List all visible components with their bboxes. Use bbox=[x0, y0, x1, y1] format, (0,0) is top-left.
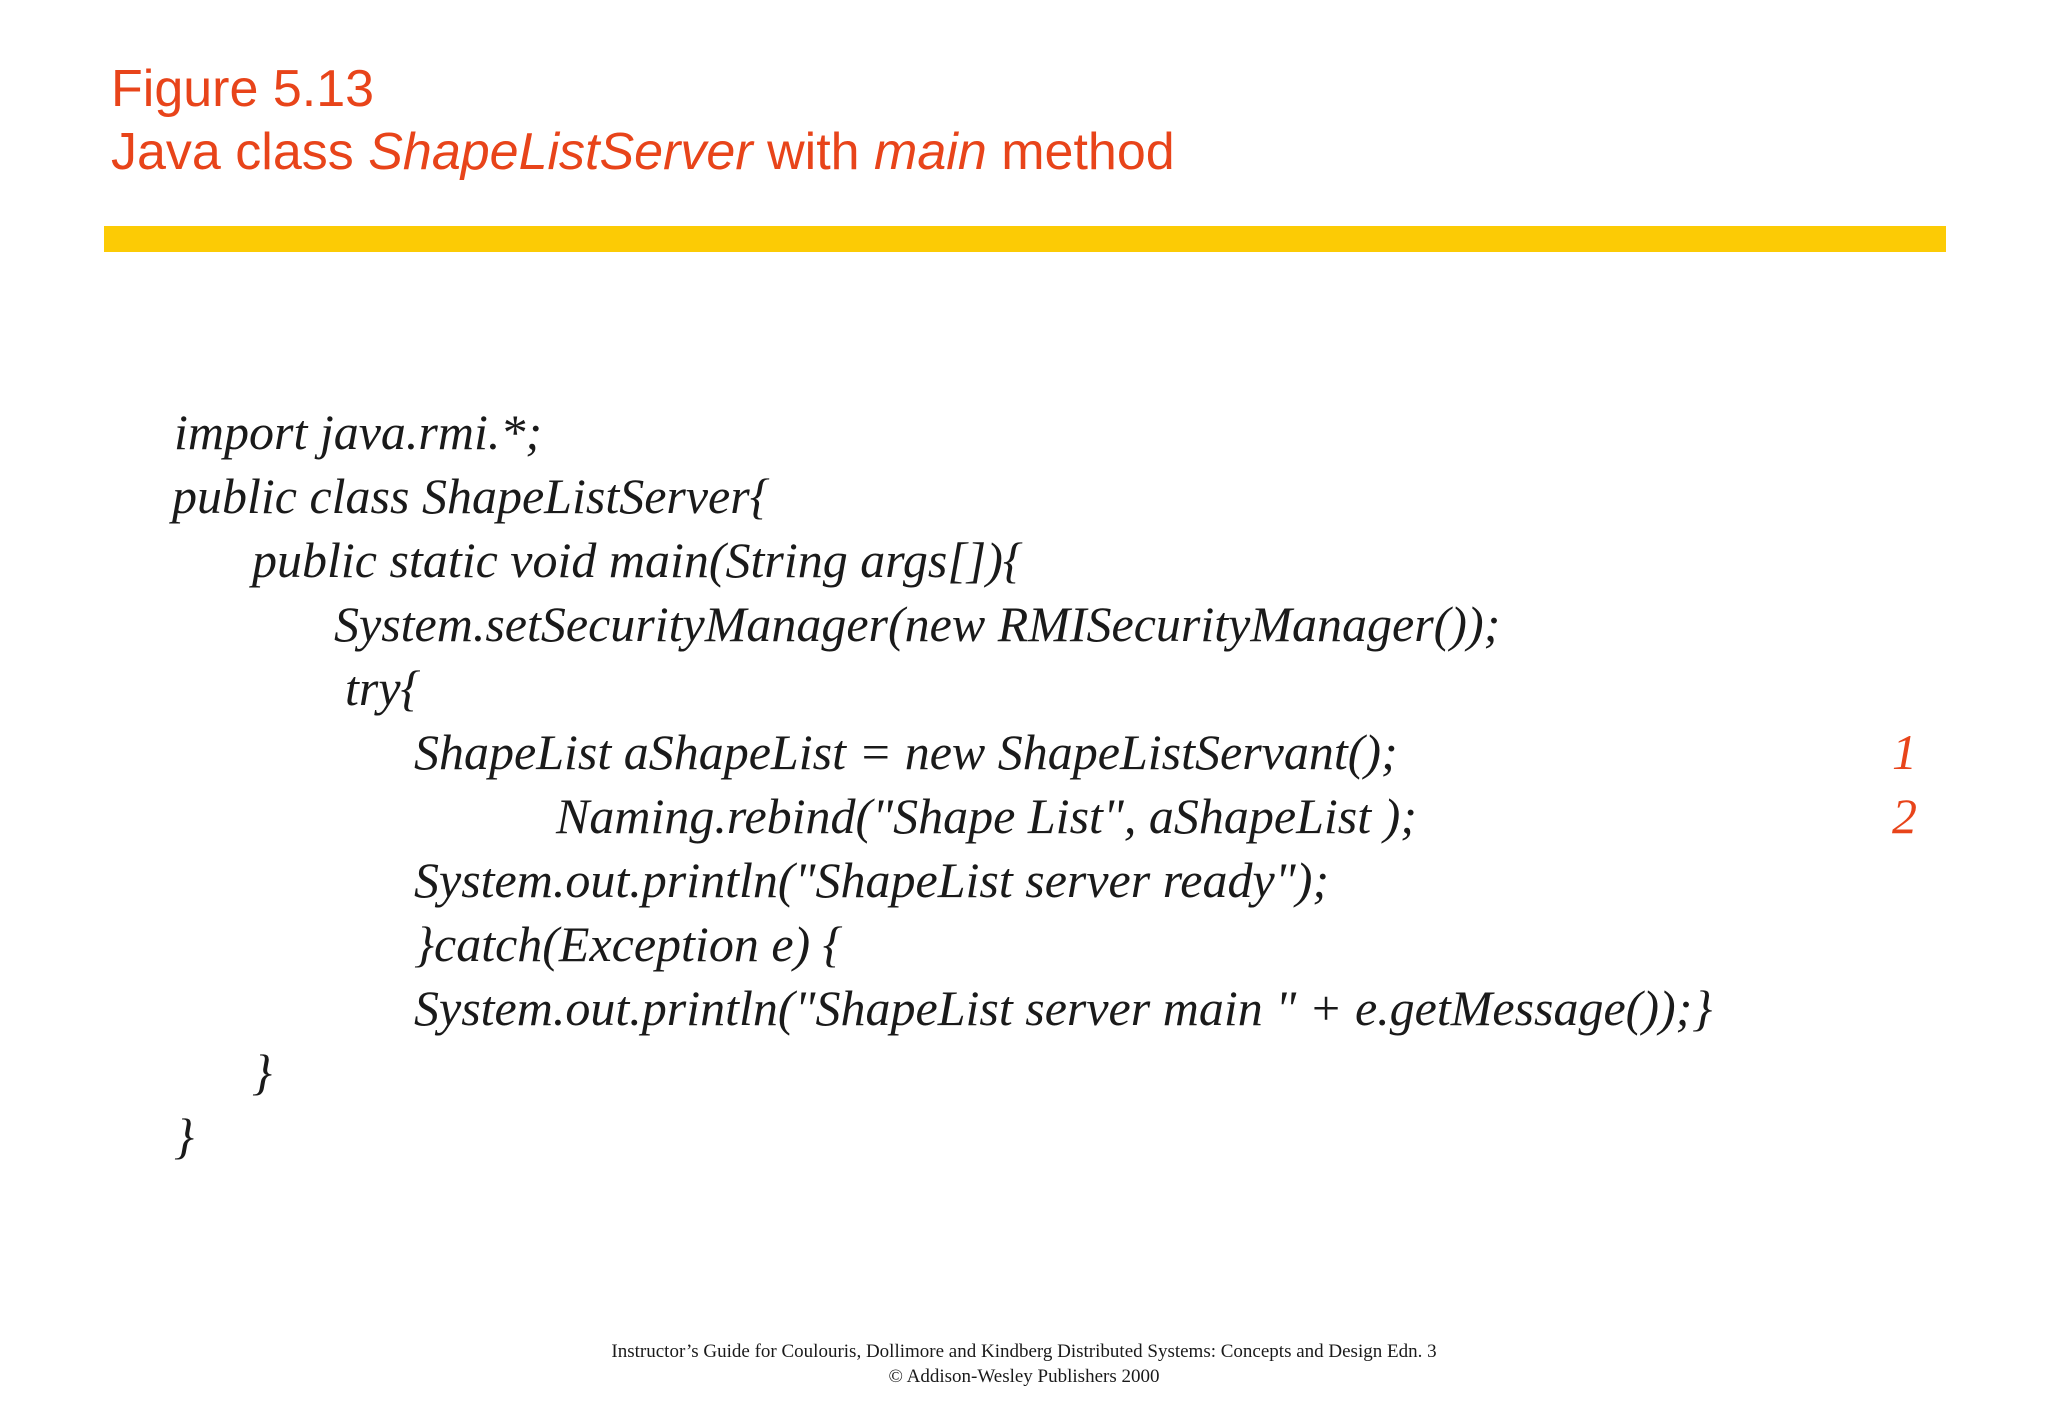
code-line bbox=[0, 464, 2048, 528]
code-text: System.setSecurityManager(new RMISecurityManager()); bbox=[334, 596, 1501, 652]
code-line bbox=[0, 592, 2048, 656]
code-text: import java.rmi.*; bbox=[174, 404, 543, 460]
line-number-2: 2 bbox=[1892, 788, 1917, 844]
slide-title bbox=[111, 58, 1175, 184]
code-line bbox=[0, 1040, 2048, 1104]
figure-number: Figure 5.13 bbox=[111, 60, 375, 118]
code-listing bbox=[0, 400, 2048, 1168]
code-line bbox=[0, 528, 2048, 592]
code-text: public static void main(String args[]){ bbox=[252, 532, 1023, 588]
code-text: public class ShapeListServer{ bbox=[172, 468, 770, 524]
code-text: try{ bbox=[345, 660, 421, 716]
caption-method-name: main bbox=[874, 123, 987, 181]
code-text: } bbox=[174, 1108, 194, 1164]
code-line bbox=[0, 848, 2048, 912]
code-text: ShapeList aShapeList = new ShapeListServant(); bbox=[414, 724, 1398, 780]
code-line bbox=[0, 784, 2048, 848]
code-text: } bbox=[252, 1044, 272, 1100]
caption-text-1: Java class bbox=[111, 123, 369, 181]
footer-copyright: © Addison-Wesley Publishers 2000 bbox=[888, 1366, 1160, 1387]
code-line bbox=[0, 400, 2048, 464]
caption-text-2: with bbox=[752, 123, 875, 181]
code-text: }catch(Exception e) { bbox=[414, 916, 843, 972]
code-text: System.out.println("ShapeList server ready"); bbox=[414, 852, 1329, 908]
figure-caption bbox=[111, 121, 1175, 184]
code-line bbox=[0, 720, 2048, 784]
line-number-1: 1 bbox=[1892, 724, 1917, 780]
code-line bbox=[0, 976, 2048, 1040]
code-line bbox=[0, 656, 2048, 720]
footer-credit: Instructor’s Guide for Coulouris, Dollimore and Kindberg Distributed Systems: Concepts and Design Edn. 3 bbox=[611, 1341, 1437, 1362]
code-text: Naming.rebind("Shape List", aShapeList ); bbox=[556, 788, 1417, 844]
code-line bbox=[0, 912, 2048, 976]
code-text: System.out.println("ShapeList server main " + e.getMessage());} bbox=[414, 980, 1713, 1036]
caption-text-3: method bbox=[986, 123, 1175, 181]
title-divider bbox=[104, 226, 1946, 252]
slide-footer bbox=[0, 1339, 2048, 1389]
caption-class-name: ShapeListServer bbox=[368, 123, 753, 181]
code-line bbox=[0, 1104, 2048, 1168]
